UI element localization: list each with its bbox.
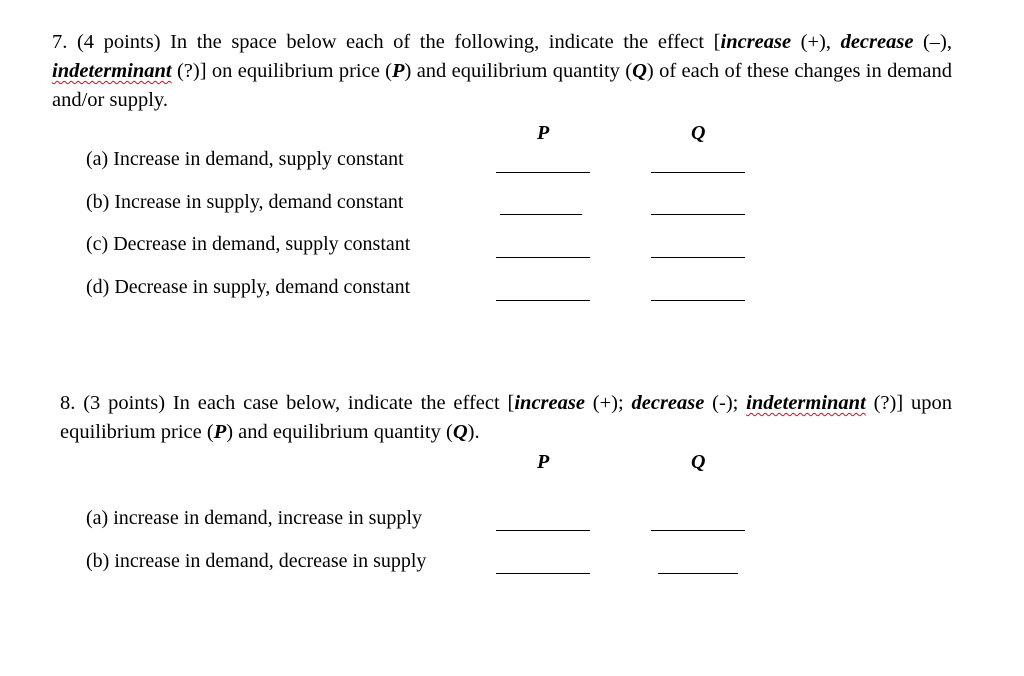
quantity-symbol: Q (632, 60, 647, 82)
question-8-text-1: In each case below, indicate the effect [ (165, 392, 515, 414)
question-7-number: 7. (52, 31, 68, 53)
q8-decrease-symbol: (-); (704, 392, 747, 414)
q8-column-header-q: Q (691, 451, 706, 473)
q7-column-header-q: Q (691, 122, 706, 144)
q7-item-a-q-answer[interactable] (651, 172, 745, 173)
q7-item-a-label: (a) Increase in demand, supply constant (86, 148, 404, 170)
q8-item-a-q-answer[interactable] (651, 530, 745, 531)
q8-item-b-label: (b) increase in demand, decrease in supply (86, 550, 427, 572)
q7-item-c-label: (c) Decrease in demand, supply constant (86, 233, 411, 255)
q7-item-b-label: (b) Increase in supply, demand constant (86, 191, 404, 213)
question-8-text-3: ) and equilibrium quantity ( (226, 421, 453, 443)
question-8-number: 8. (60, 392, 76, 414)
question-7-points: (4 points) (76, 31, 161, 53)
decrease-symbol: (–), (913, 31, 953, 53)
q7-column-header-p: P (537, 122, 550, 144)
q8-column-header-p: P (537, 451, 550, 473)
q8-item-a-p-answer[interactable] (496, 530, 590, 531)
q8-quantity-symbol: Q (452, 421, 468, 443)
q8-item-b-q-answer[interactable] (658, 573, 738, 574)
question-8-text-4: ). (467, 421, 480, 443)
q8-increase-term: increase (514, 392, 585, 414)
q7-item-d-q-answer[interactable] (651, 300, 745, 301)
question-8-prompt (60, 389, 952, 447)
question-8-points: (3 points) (83, 392, 166, 414)
q8-indeterminant-term: indeterminant (746, 392, 866, 414)
q7-item-a-p-answer[interactable] (496, 172, 590, 173)
q7-item-d-label: (d) Decrease in supply, demand constant (86, 276, 411, 298)
q8-increase-symbol: (+); (584, 392, 632, 414)
q7-item-b-q-answer[interactable] (651, 214, 745, 215)
q7-item-c-q-answer[interactable] (651, 257, 745, 258)
price-symbol: P (391, 60, 405, 82)
q7-item-b-p-answer[interactable] (500, 214, 582, 215)
increase-term: increase (720, 31, 792, 53)
question-7-prompt (52, 28, 952, 115)
indeterminant-term: indeterminant (52, 60, 172, 82)
question-8-text-2: (?)] upon equilibrium price ( (60, 392, 952, 443)
q8-price-symbol: P (213, 421, 227, 443)
question-7-text-1: In the space below each of the following, indicate the effect [ (160, 31, 721, 53)
q8-item-a-label: (a) increase in demand, increase in supply (86, 507, 422, 529)
increase-symbol: (+), (791, 31, 841, 53)
question-7-text-3: ) and equilibrium quantity ( (404, 60, 633, 82)
decrease-term: decrease (840, 31, 914, 53)
q7-item-d-p-answer[interactable] (496, 300, 590, 301)
q8-item-b-p-answer[interactable] (496, 573, 590, 574)
q8-decrease-term: decrease (631, 392, 705, 414)
question-7-text-4: ) of each of these changes in demand and/or supply. (52, 60, 953, 111)
q7-item-c-p-answer[interactable] (496, 257, 590, 258)
question-7-text-2: (?)] on equilibrium price ( (171, 60, 392, 82)
